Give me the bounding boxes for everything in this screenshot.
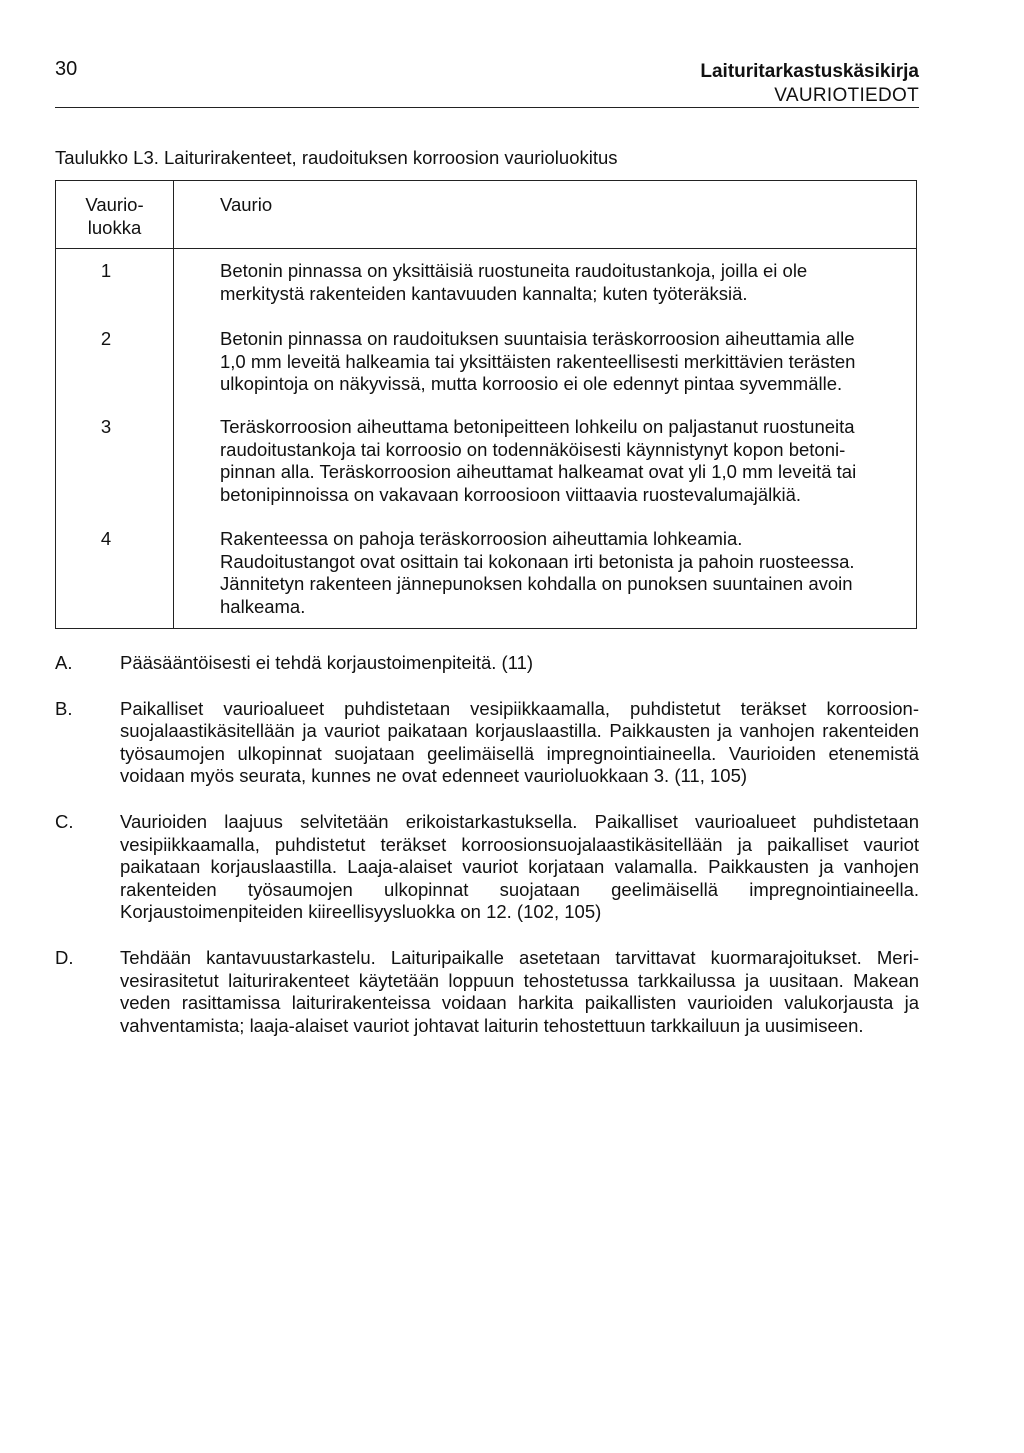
table-row-class: 1 (100, 260, 112, 281)
list-item (55, 698, 919, 788)
list-item (55, 947, 919, 1037)
measure-text: Pääsääntöisesti ei tehdä korjaustoimenpiteitä. (11) (120, 652, 534, 673)
measure-label: B. (55, 697, 73, 719)
table-row-description: Teräskorroosion aiheuttama betonipeitteen lohkeilu on paljastanut ruostuneita raudoitustankoja tai korroosio on todennäköisesti käynnistynyt kopon betoni- pinnan alla. Teräskorroosion aiheuttamat halkeamat ovat yli 1,0 mm leveitä tai betonipinnoissa on vakavaan korroosioon viittaavia ruostevalumajälkiä. (220, 416, 857, 505)
list-item (55, 652, 919, 675)
section-title: VAURIOTIEDOT (774, 85, 919, 106)
table-row-description: Betonin pinnassa on raudoituksen suuntaisia teräskorroosion aiheuttamia alle 1,0 mm leveitä halkeamia tai yksittäisten rakenteellisesti merkittävien terästen ulkopintoja on näkyvissä, mutta korroosio ei ole edennyt pintaa syvemmälle. (220, 328, 856, 395)
table-row-class: 2 (100, 328, 112, 349)
measure-label: C. (55, 810, 74, 832)
measure-label: D. (55, 946, 74, 968)
measure-text: Tehdään kantavuustarkastelu. Laituripaikalle asetetaan tarvittavat kuormarajoitukset. Meri-vesirasitetut laiturirakenteet käytetään loppuun tehostetussa tarkkailussa ja uusitaan. Makean veden rasittamissa laiturirakenteissa voidaan harkita paikallisten vaurioiden valukorjausta ja vahventamista; laaja-alaiset vauriot johtavat laiturin tehostettuun tarkkailuun ja uusimiseen. (120, 946, 919, 1036)
measure-label: A. (55, 652, 73, 673)
damage-class-table (55, 180, 917, 629)
header-divider (55, 107, 919, 108)
repair-measures-list (55, 652, 919, 1060)
measure-text: Vaurioiden laajuus selvitetään erikoistarkastuksella. Paikalliset vaurioalueet puhdistetaan vesipiikkaamalla, puhdistetut teräkset korroosionsuojalaastikäsitellään ja paikalliset vauriot paikataan korjauslaastilla. Laaja-alaiset vauriot korjataan valamalla. Paikkausten ja vanhojen rakenteiden työsaumojen ulkopinnat suojataan geelimäisellä impregnointiaineella. Korjaustoimenpiteiden kiireellisyysluokka on 12. (102, 105) (120, 810, 919, 923)
list-item (55, 811, 919, 924)
table-row-class: 4 (100, 528, 112, 549)
table-row-class: 3 (100, 416, 112, 437)
table-caption: Taulukko L3. Laiturirakenteet, raudoituksen korroosion vaurioluokitus (55, 147, 618, 168)
table-row-description: Rakenteessa on pahoja teräskorroosion aiheuttamia lohkeamia. Raudoitustangot ovat osittain tai kokonaan irti betonista ja pahoin ruosteessa. Jännitetyn rakenteen jännepunoksen kohdalla on punoksen suuntainen avoin halkeama. (220, 528, 855, 617)
measure-text: Paikalliset vaurioalueet puhdistetaan vesipiikkaamalla, puhdistetut teräkset korroosion-suojalaastikäsitellään ja vauriot paikataan korjauslaastilla. Paikkausten ja vanhojen rakenteiden työsaumojen ulkopinnat suojataan geelimäisellä impregnointiaineella. Vaurioiden etenemistä voidaan myös seurata, kunnes ne ovat edenneet vaurioluokkaan 3. (11, 105) (120, 697, 919, 787)
document-title: Laituritarkastuskäsikirja (700, 61, 919, 82)
page-number: 30 (55, 58, 78, 80)
column-header-damage-class: Vaurio- luokka (85, 194, 144, 238)
header-row-divider (56, 248, 916, 249)
column-header-damage: Vaurio (220, 194, 273, 215)
table-row-description: Betonin pinnassa on yksittäisiä ruostuneita raudoitustankoja, joilla ei ole merkitystä rakenteiden kantavuuden kannalta; kuten työteräksiä. (220, 260, 808, 304)
running-header (700, 60, 919, 108)
